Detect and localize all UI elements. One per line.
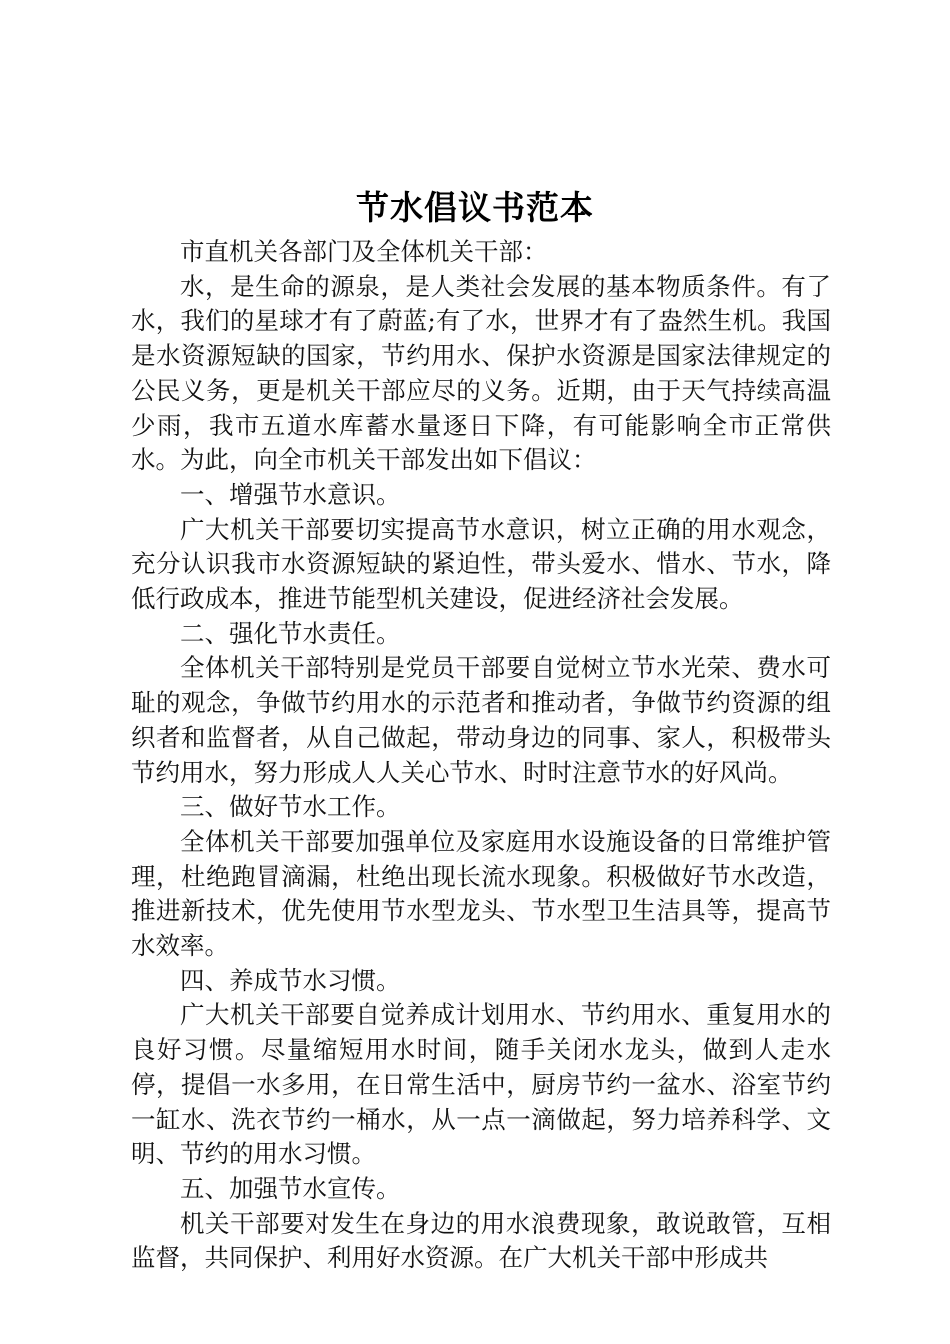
section-paragraph-1: 广大机关干部要切实提高节水意识，树立正确的用水观念，充分认识我市水资源短缺的紧迫性，带头爱水、惜水、节水，降低行政成本，推进节能型机关建设，促进经济社会发展。 (131, 514, 831, 614)
section-heading-1: 一、增强节水意识。 (180, 479, 401, 509)
section-paragraph-3: 全体机关干部要加强单位及家庭用水设施设备的日常维护管理，杜绝跑冒滴漏，杜绝出现长流水现象。积极做好节水改造，推进新技术，优先使用节水型龙头、节水型卫生洁具等，提高节水效率。 (131, 826, 831, 961)
section-heading-4: 四、养成节水习惯。 (180, 965, 401, 995)
section-heading-3: 三、做好节水工作。 (180, 792, 401, 822)
section-paragraph-4: 广大机关干部要自觉养成计划用水、节约用水、重复用水的良好习惯。尽量缩短用水时间，随手关闭水龙头，做到人走水停，提倡一水多用，在日常生活中，厨房节约一盆水、浴室节约一缸水、洗衣节约一桶水，从一点一滴做起，努力培养科学、文明、节约的用水习惯。 (131, 1000, 831, 1169)
section-paragraph-2: 全体机关干部特别是党员干部要自觉树立节水光荣、费水可耻的观念，争做节约用水的示范者和推动者，争做节约资源的组织者和监督者，从自己做起，带动身边的同事、家人，积极带头节约用水，努力形成人人关心节水、时时注意节水的好风尚。 (131, 653, 831, 787)
section-heading-2: 二、强化节水责任。 (180, 618, 401, 648)
section-heading-5: 五、加强节水宣传。 (180, 1173, 401, 1203)
salutation: 市直机关各部门及全体机关干部： (180, 237, 548, 266)
document-title: 节水倡议书范本 (356, 188, 594, 227)
document-body (131, 235, 831, 1276)
intro-paragraph: 水，是生命的源泉，是人类社会发展的基本物质条件。有了水，我们的星球才有了蔚蓝;有了水，世界才有了盎然生机。我国是水资源短缺的国家，节约用水、保护水资源是国家法律规定的公民义务，更是机关干部应尽的义务。近期，由于天气持续高温少雨，我市五道水库蓄水量逐日下降，有可能影响全市正常供水。为此，向全市机关干部发出如下倡议： (131, 271, 831, 475)
section-paragraph-5: 机关干部要对发生在身边的用水浪费现象，敢说敢管，互相监督，共同保护、利用好水资源。在广大机关干部中形成共 (131, 1208, 831, 1273)
